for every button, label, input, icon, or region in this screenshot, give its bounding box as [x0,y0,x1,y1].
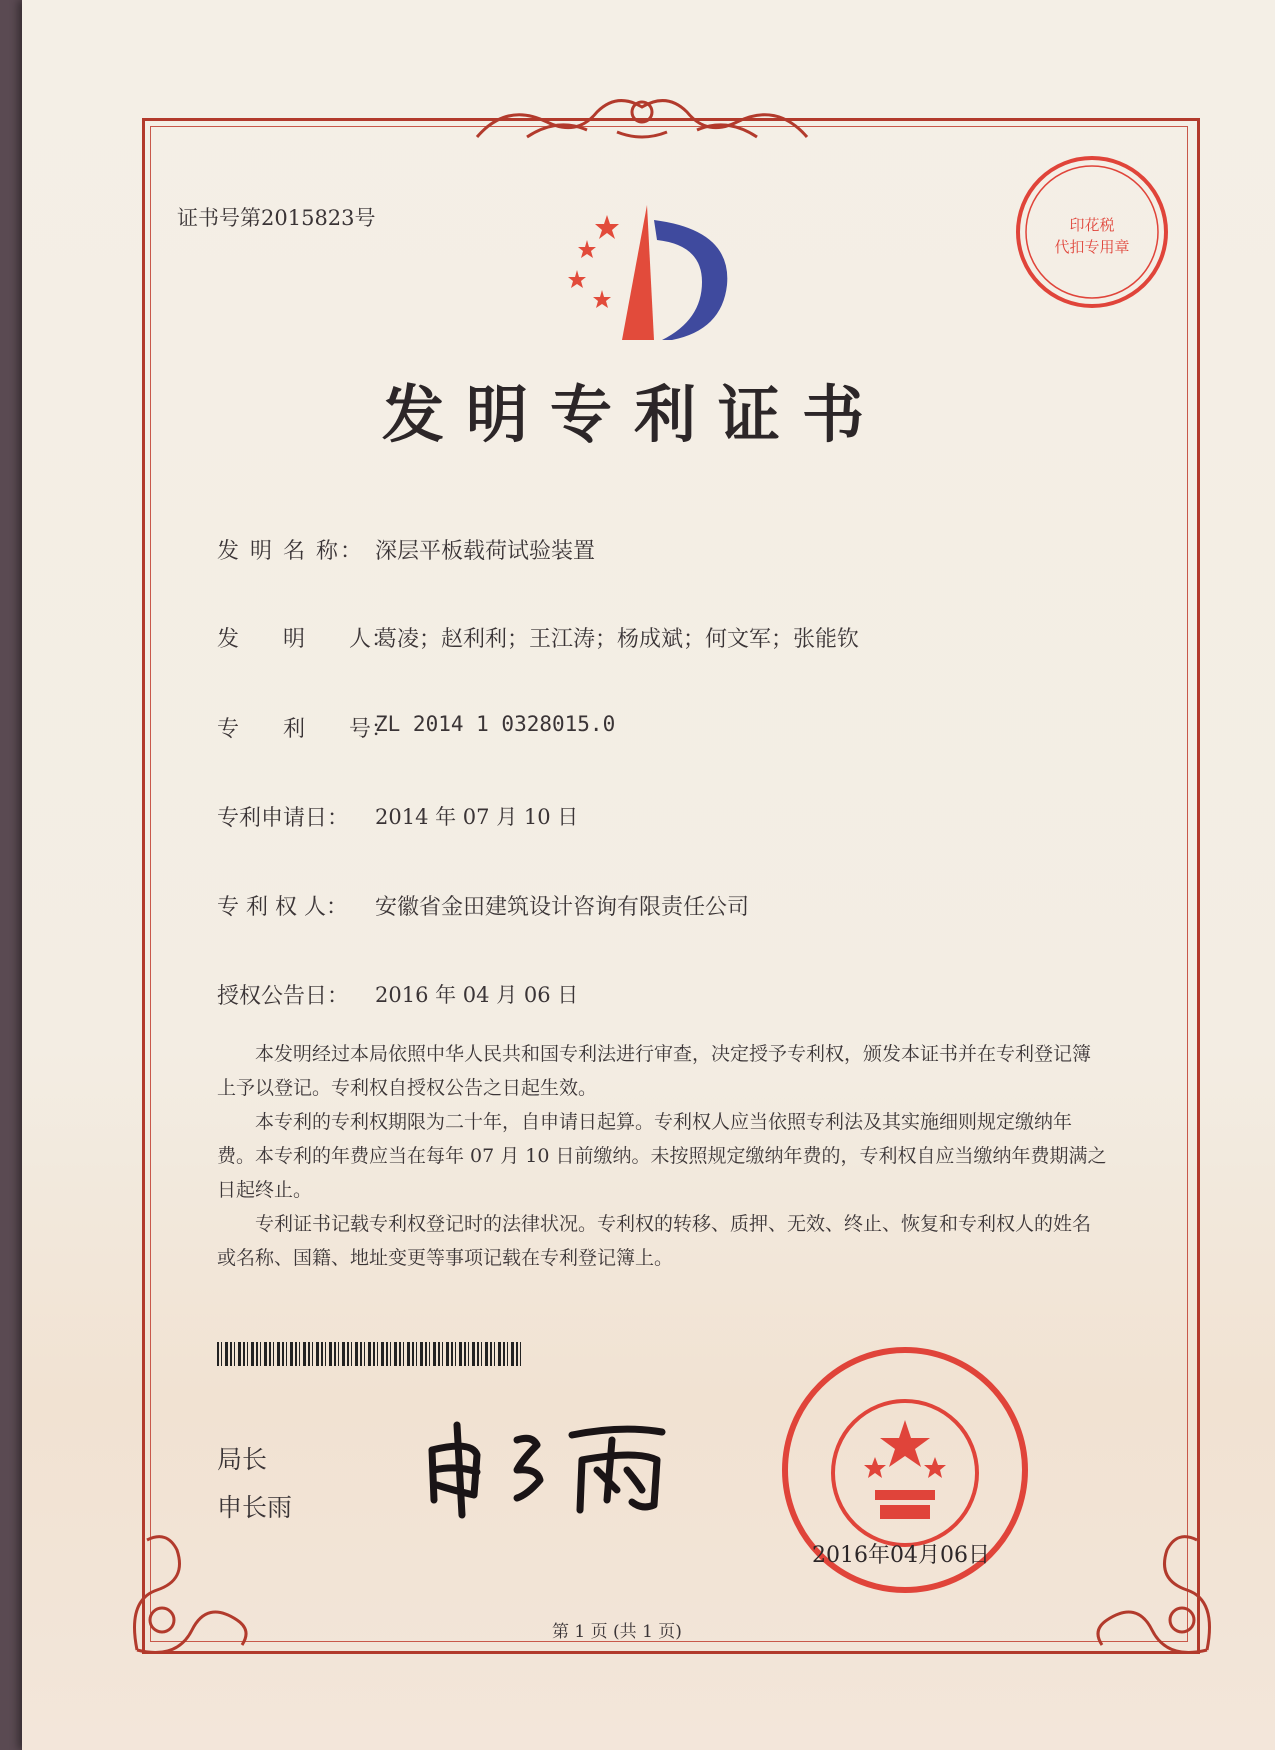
handwritten-signature [422,1410,682,1520]
signatory-title: 局长 [217,1445,268,1474]
field-value: 深层平板载荷试验装置 [375,539,596,564]
statement-paragraph: 专利证书记载专利权登记时的法律状况。专利权的转移、质押、无效、终止、恢复和专利权人的姓名或名称、国籍、地址变更等事项记载在专利登记簿上。 [217,1213,1092,1269]
patent-office-logo [562,200,732,350]
barcode [217,1342,522,1366]
document-title: 发明专利证书 [382,378,887,451]
field-value: 2014 年 07 月 10 日 [375,805,579,829]
statement-paragraph: 本专利的专利权期限为二十年，自申请日起算。专利权人应当依照专利法及其实施细则规定缴纳年费。本专利的年费应当在每年 07 月 10 日前缴纳。未按照规定缴纳年费的，专利权自应当缴纳年费期满之日起终止。 [217,1111,1107,1201]
field-label: 授权公告日： [217,984,350,1009]
statement-paragraph: 本发明经过本局依照中华人民共和国专利法进行审查，决定授予专利权，颁发本证书并在专利登记簿上予以登记。专利权自授权公告之日起生效。 [217,1043,1092,1099]
field-label: 发 明 人： [217,627,394,652]
field-value: 葛凌；赵利利；王江涛；杨成斌；何文军；张能钦 [375,627,860,652]
tax-stamp-line1: 印花税 [1069,216,1115,234]
field-label: 专 利 号： [217,717,394,742]
field-value: 安徽省金田建筑设计咨询有限责任公司 [375,895,750,920]
field-label: 专利申请日： [217,806,350,831]
statement-text [217,1037,1107,1275]
tax-stamp [1012,152,1172,312]
field-value: 2016 年 04 月 06 日 [375,983,579,1007]
field-value: ZL 2014 1 0328015.0 [375,712,616,736]
page-footer: 第 1 页 (共 1 页) [552,1622,682,1642]
certificate-sheet [22,0,1275,1750]
signatory-name: 申长雨 [217,1493,293,1522]
field-label: 专 利 权 人： [217,895,348,920]
bottom-left-ornament [117,1520,257,1660]
tax-stamp-line2: 代扣专用章 [1054,238,1130,256]
top-ornament [467,82,817,152]
field-label: 发 明 名 称： [217,539,364,564]
issue-date: 2016年04月06日 [812,1543,990,1568]
certificate-number: 证书号第2015823号 [177,206,376,230]
bottom-right-ornament [1087,1520,1227,1660]
